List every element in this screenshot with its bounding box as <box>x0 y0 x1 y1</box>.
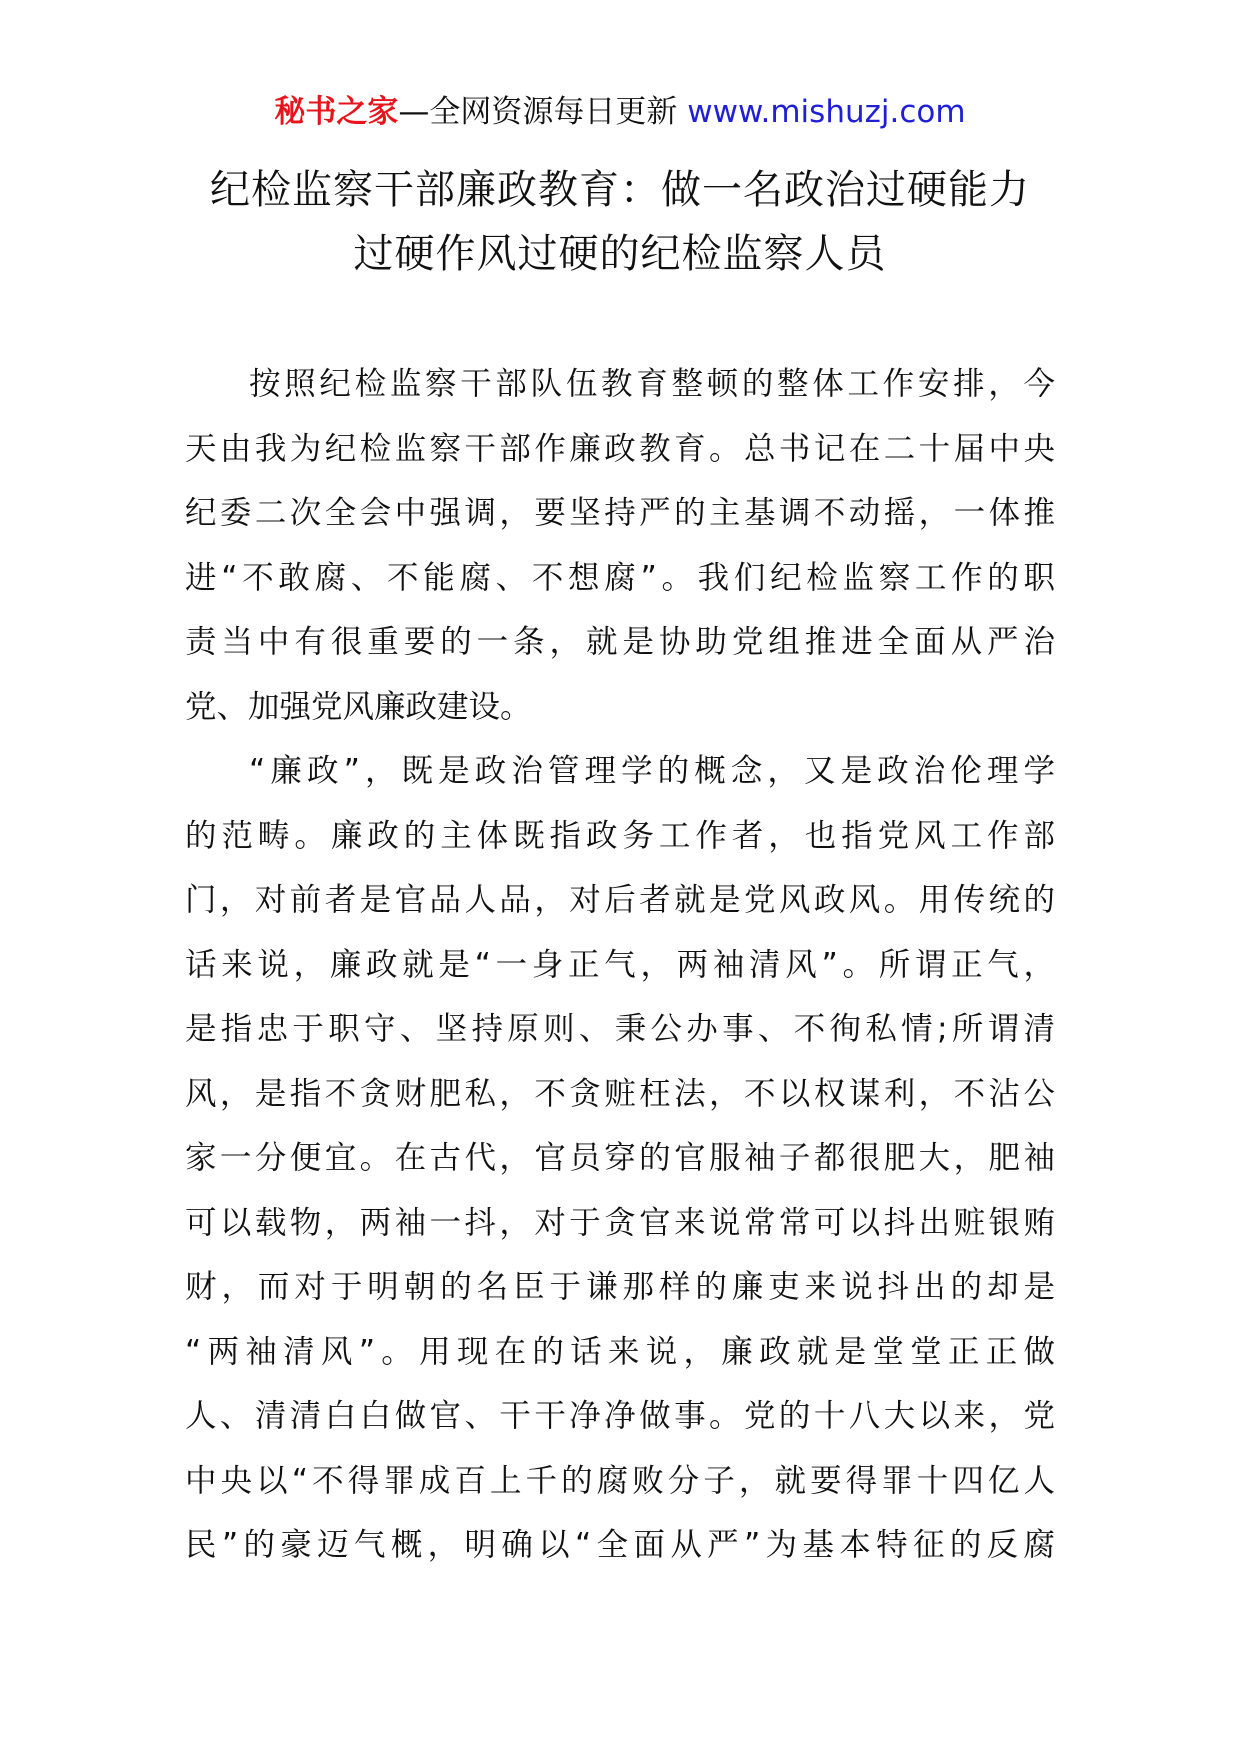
text-line: “廉政”，既是政治管理学的概念，又是政治伦理学 <box>249 753 1055 789</box>
text-line: 人、清清白白做官、干干净净做事。党的十八大以来，党 <box>185 1398 1055 1434</box>
text-line: 门，对前者是官品人品，对后者就是党风政风。用传统的 <box>185 882 1055 918</box>
document-title <box>150 158 1090 286</box>
paragraph-2 <box>185 739 1055 1578</box>
document-body <box>185 352 1055 1578</box>
text-line: 是指忠于职守、坚持原则、秉公办事、不徇私情;所谓清 <box>185 1011 1055 1047</box>
paragraph-1 <box>185 352 1055 739</box>
text-line: 纪委二次全会中强调，要坚持严的主基调不动摇，一体推 <box>185 495 1055 531</box>
text-line: 党、加强党风廉政建设。 <box>185 688 532 725</box>
site-brand: 秘书之家 <box>274 94 399 130</box>
text-line: 进“不敢腐、不能腐、不想腐”。我们纪检监察工作的职 <box>185 559 1055 596</box>
text-line: 可以载物，两袖一抖，对于贪官来说常常可以抖出赃银贿 <box>185 1204 1055 1241</box>
text-line: 中央以“不得罪成百上千的腐败分子，就要得罪十四亿人 <box>185 1462 1055 1499</box>
text-line: 责当中有很重要的一条，就是协助党组推进全面从严治 <box>185 624 1055 660</box>
site-tagline: —全网资源每日更新 <box>398 94 678 130</box>
text-line: 财，而对于明朝的名臣于谦那样的廉吏来说抖出的却是 <box>185 1269 1055 1305</box>
text-line: 天由我为纪检监察干部作廉政教育。总书记在二十届中央 <box>185 430 1055 467</box>
text-line: 民”的豪迈气概，明确以“全面从严”为基本特征的反腐 <box>185 1527 1055 1563</box>
text-line: “两袖清风”。用现在的话来说，廉政就是堂堂正正做 <box>185 1333 1055 1370</box>
site-url-link[interactable]: www.mishuzj.com <box>687 94 966 130</box>
site-header <box>0 92 1240 132</box>
text-line: 风，是指不贪财肥私，不贪赃枉法，不以权谋利，不沾公 <box>185 1075 1055 1112</box>
title-line: 过硬作风过硬的纪检监察人员 <box>353 231 887 277</box>
title-line: 纪检监察干部廉政教育：做一名政治过硬能力 <box>210 167 1030 213</box>
text-line: 的范畴。廉政的主体既指政务工作者，也指党风工作部 <box>185 817 1055 854</box>
text-line: 按照纪检监察干部队伍教育整顿的整体工作安排，今 <box>249 366 1055 402</box>
text-line: 家一分便宜。在古代，官员穿的官服袖子都很肥大，肥袖 <box>185 1140 1055 1176</box>
text-line: 话来说，廉政就是“一身正气，两袖清风”。所谓正气， <box>185 946 1055 983</box>
